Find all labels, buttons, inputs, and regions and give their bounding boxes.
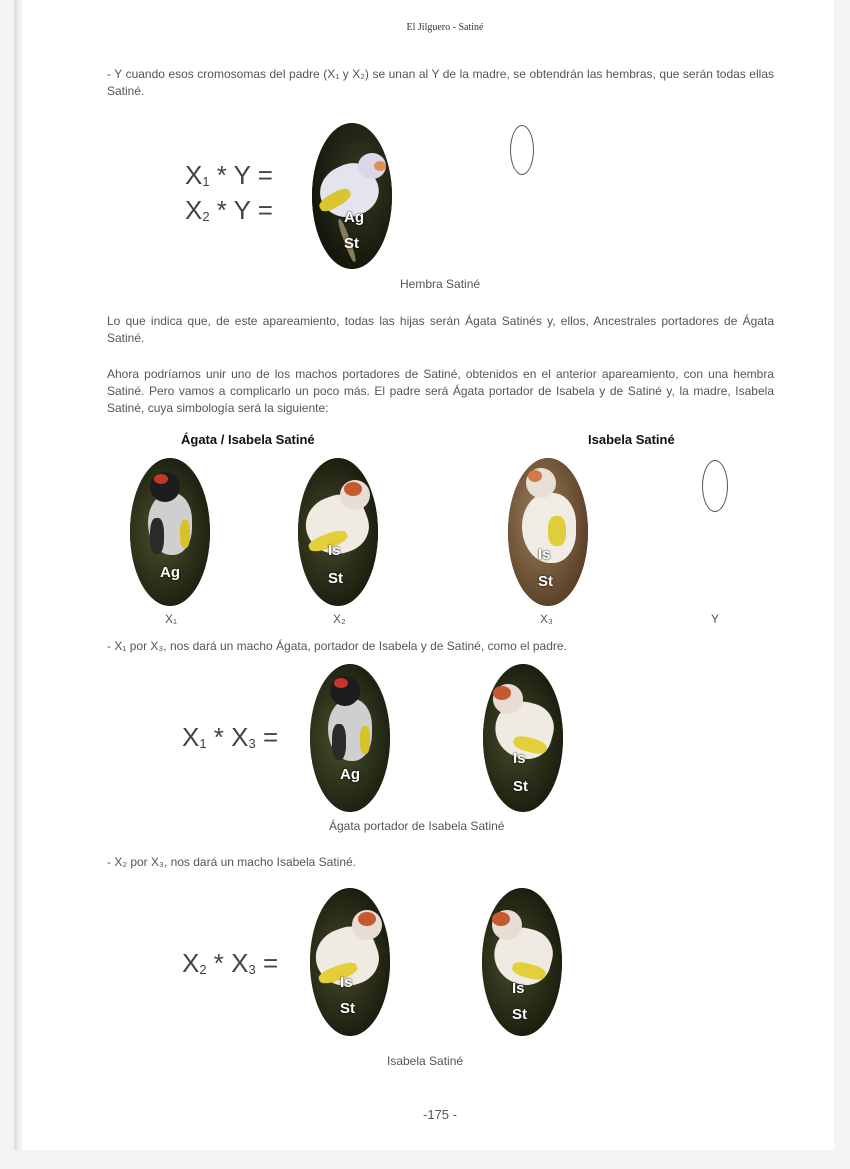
page-number: -175 - <box>423 1107 457 1122</box>
paragraph-1: - Y cuando esos cromosomas del padre (X₁ y X₂) se unan al Y de la madre, se obtendrán las hembras, que serán todas ellas Satiné. <box>107 67 774 98</box>
label-ag: Ag <box>344 209 364 226</box>
bird-x2-isabela-satine-image <box>298 458 378 606</box>
caption-isabela-satine: Isabela Satiné <box>387 1054 464 1068</box>
female-chromosome-oval-icon <box>510 125 534 175</box>
symbol-y: Y <box>711 612 720 626</box>
caption-hembra-satine: Hembra Satiné <box>400 277 481 291</box>
group-title-agata-isabela: Ágata / Isabela Satiné <box>181 432 315 447</box>
bird-x3-isabela-satine-image <box>508 458 588 606</box>
bird-agata-offspring-image <box>310 664 390 812</box>
label-is: Is <box>340 974 353 991</box>
label-st: St <box>512 1006 527 1023</box>
label-st: St <box>513 778 528 795</box>
bird-x1-agata-image <box>130 458 210 606</box>
symbol-x2: X₂ <box>333 612 346 626</box>
label-is: Is <box>512 980 525 997</box>
bird-female-satine-image <box>312 123 392 269</box>
equation-x2-x3: $X_2 * X_3$ = <box>182 948 279 978</box>
label-ag: Ag <box>160 564 180 581</box>
equation-x1-x3: $X_1 * X_3$ = <box>182 722 279 752</box>
label-st: St <box>328 570 343 587</box>
paragraph-5: - X₂ por X₃, nos dará un macho Isabela Satiné. <box>107 855 357 869</box>
bird-isabela-satine-offspring-image <box>483 664 563 812</box>
label-st: St <box>340 1000 355 1017</box>
bird-isabela-satine-right-image <box>482 888 562 1036</box>
bird-isabela-satine-left-image <box>310 888 390 1036</box>
label-st: St <box>538 573 553 590</box>
symbol-x3: X₃ <box>540 612 553 626</box>
equation-x2-y: $X_2$ * Y = <box>185 195 273 225</box>
caption-agata-portador: Ágata portador de Isabela Satiné <box>329 819 505 833</box>
paragraph-4: - X₁ por X₃, nos dará un macho Ágata, portador de Isabela y de Satiné, como el padre. <box>107 639 567 653</box>
label-is: Is <box>538 546 551 563</box>
label-st: St <box>344 235 359 252</box>
paragraph-2: Lo que indica que, de este apareamiento, todas las hijas serán Ágata Satinés y, ellos, Ancestrales portadores de Ágata Satiné. <box>107 314 774 345</box>
symbol-x1: X₁ <box>165 612 178 626</box>
label-ag: Ag <box>340 766 360 783</box>
label-is: Is <box>328 542 341 559</box>
group-title-isabela-satine: Isabela Satiné <box>588 432 675 447</box>
paragraph-3: Ahora podríamos unir uno de los machos portadores de Satiné, obtenidos en el anterior apareamiento, con una hembra Satiné. Pero vamos a complicarlo un poco más. El padre será Ágata portador de Isabela y de Satiné y, la madre, Isabela Satiné, cuya simbología será la siguiente: <box>107 367 774 415</box>
female-chromosome-oval-icon <box>702 460 728 512</box>
label-is: Is <box>513 750 526 767</box>
running-header: El Jilguero - Satiné <box>406 22 484 33</box>
equation-x1-y: $X_1$ * Y = <box>185 160 273 190</box>
